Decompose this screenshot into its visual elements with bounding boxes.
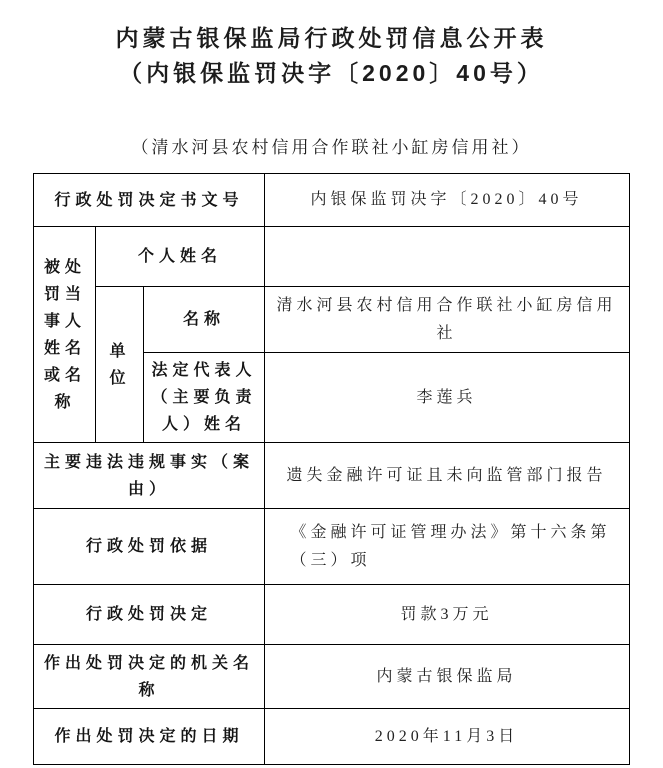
personal-name-label: 个人姓名	[96, 227, 264, 287]
date-value: 2020年11月3日	[264, 709, 629, 765]
authority-label: 作出处罚决定的机关名称	[34, 645, 264, 709]
authority-value: 内蒙古银保监局	[264, 645, 629, 709]
decision-label: 行政处罚决定	[34, 585, 264, 645]
table-row-authority	[34, 645, 629, 709]
page-title-line2: （内银保监罚决字〔2020〕40号）	[119, 60, 544, 86]
table-row-decision	[34, 585, 629, 645]
basis-label: 行政处罚依据	[34, 509, 264, 585]
document-subtitle: （清水河县农村信用合作联社小缸房信用社）	[131, 138, 532, 157]
facts-label: 主要违法违规事实（案由）	[34, 443, 264, 509]
legal-rep-label: 法定代表人（主要负责人）姓名	[144, 353, 264, 443]
org-label: 单位	[96, 287, 144, 443]
table-row-org-name	[34, 287, 629, 353]
party-group-label: 被处罚当事人姓名或名称	[34, 227, 96, 443]
doc-no-value: 内银保监罚决字〔2020〕40号	[264, 174, 629, 227]
table-row-date	[34, 709, 629, 765]
personal-name-value	[264, 227, 629, 287]
decision-value: 罚款3万元	[264, 585, 629, 645]
table-row-basis	[34, 509, 629, 585]
table-row-doc-no	[34, 174, 629, 227]
penalty-info-table	[33, 173, 629, 765]
basis-value: 《金融许可证管理办法》第十六条第（三）项	[264, 509, 629, 585]
org-name-value: 清水河县农村信用合作联社小缸房信用社	[264, 287, 629, 353]
table-row-facts	[34, 443, 629, 509]
doc-no-label: 行政处罚决定书文号	[34, 174, 264, 227]
table-row-personal-name	[34, 227, 629, 287]
date-label: 作出处罚决定的日期	[34, 709, 264, 765]
page-title-line1: 内蒙古银保监局行政处罚信息公开表	[115, 25, 548, 51]
facts-value: 遗失金融许可证且未向监管部门报告	[264, 443, 629, 509]
org-name-label: 名称	[144, 287, 264, 353]
legal-rep-value: 李莲兵	[264, 353, 629, 443]
